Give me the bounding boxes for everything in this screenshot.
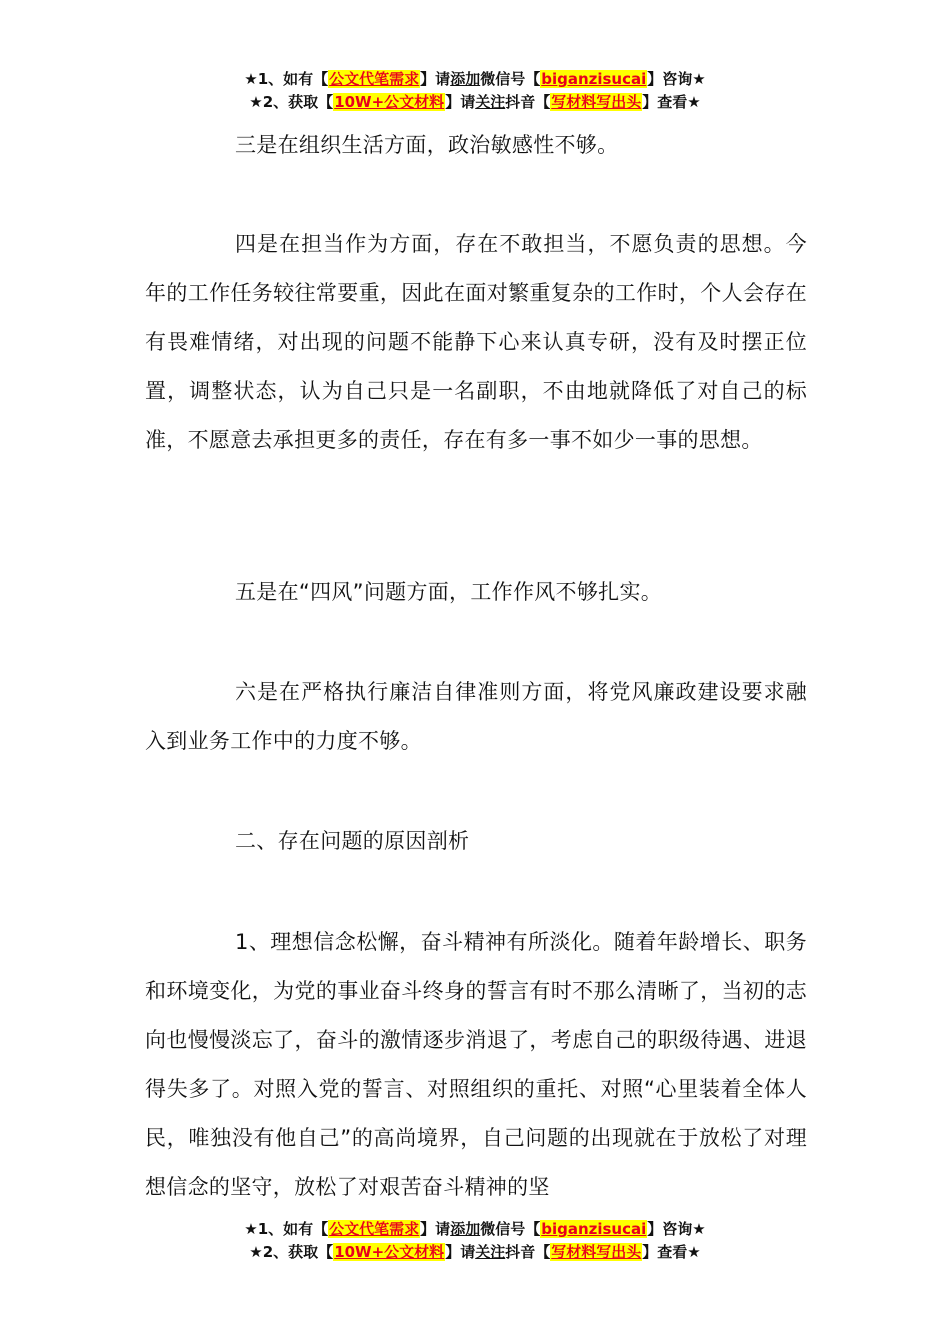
highlight-service: 公文代笔需求	[329, 1220, 420, 1238]
banner-text: 】请	[445, 1243, 476, 1261]
banner-text: 】请	[445, 93, 476, 111]
banner-text: 】查看★	[642, 1243, 701, 1261]
banner-text: ★2、获取【	[249, 1243, 334, 1261]
banner-text: 】查看★	[642, 93, 701, 111]
banner-text: 抖音【	[505, 1243, 551, 1261]
banner-emphasis: 关注	[475, 93, 506, 111]
paragraph-organization-life: 三是在组织生活方面，政治敏感性不够。	[235, 133, 619, 157]
banner-text: ★1、如有【	[244, 1220, 329, 1238]
footer-banner	[0, 1218, 950, 1264]
paragraph-responsibility: 四是在担当作为方面，存在不敢担当，不愿负责的思想。今年的工作任务较往常要重，因此在面对繁重复杂的工作时，个人会存在有畏难情绪，对出现的问题不能静下心来认真专研，没有及时摆正位置，调整状态，认为自己只是一名副职，不由地就降低了对自己的标准，不愿意去承担更多的责任，存在有多一事不如少一事的思想。	[145, 232, 807, 452]
highlight-service: 公文代笔需求	[329, 70, 420, 88]
paragraph-ideals-belief: 1、理想信念松懈，奋斗精神有所淡化。随着年龄增长、职务和环境变化，为党的事业奋斗终身的誓言有时不那么清晰了，当初的志向也慢慢淡忘了，奋斗的激情逐步消退了，考虑自己的职级待遇、进退得失多了。对照入党的誓言、对照组织的重托、对照“心里装着全体人民，唯独没有他自己”的高尚境界，自己问题的出现就在于放松了对理想信念的坚守，放松了对艰苦奋斗精神的坚	[145, 930, 807, 1199]
paragraph-integrity: 六是在严格执行廉洁自律准则方面，将党风廉政建设要求融入到业务工作中的力度不够。	[145, 680, 807, 753]
paragraph-four-winds: 五是在“四风”问题方面，工作作风不够扎实。	[235, 580, 663, 604]
banner-emphasis: 添加	[450, 70, 481, 88]
banner-text: ★2、获取【	[249, 93, 334, 111]
highlight-wechat-id: biganzisucai	[541, 70, 647, 88]
highlight-materials: 10W+公文材料	[334, 93, 445, 111]
banner-text: 微信号【	[480, 1220, 541, 1238]
banner-line-1	[0, 68, 950, 91]
banner-text: 】咨询★	[647, 70, 706, 88]
highlight-wechat-id: biganzisucai	[541, 1220, 647, 1238]
highlight-douyin-account: 写材料写出头	[551, 93, 642, 111]
banner-text: 微信号【	[480, 70, 541, 88]
banner-text: 抖音【	[505, 93, 551, 111]
banner-text: 】请	[420, 70, 451, 88]
banner-line-2	[0, 1241, 950, 1264]
highlight-douyin-account: 写材料写出头	[551, 1243, 642, 1261]
banner-text: 】咨询★	[647, 1220, 706, 1238]
section-heading-cause-analysis: 二、存在问题的原因剖析	[235, 829, 470, 853]
banner-line-1	[0, 1218, 950, 1241]
banner-text: ★1、如有【	[244, 70, 329, 88]
banner-text: 】请	[420, 1220, 451, 1238]
header-banner	[0, 68, 950, 114]
highlight-materials: 10W+公文材料	[334, 1243, 445, 1261]
banner-emphasis: 关注	[475, 1243, 506, 1261]
banner-line-2	[0, 91, 950, 114]
banner-emphasis: 添加	[450, 1220, 481, 1238]
